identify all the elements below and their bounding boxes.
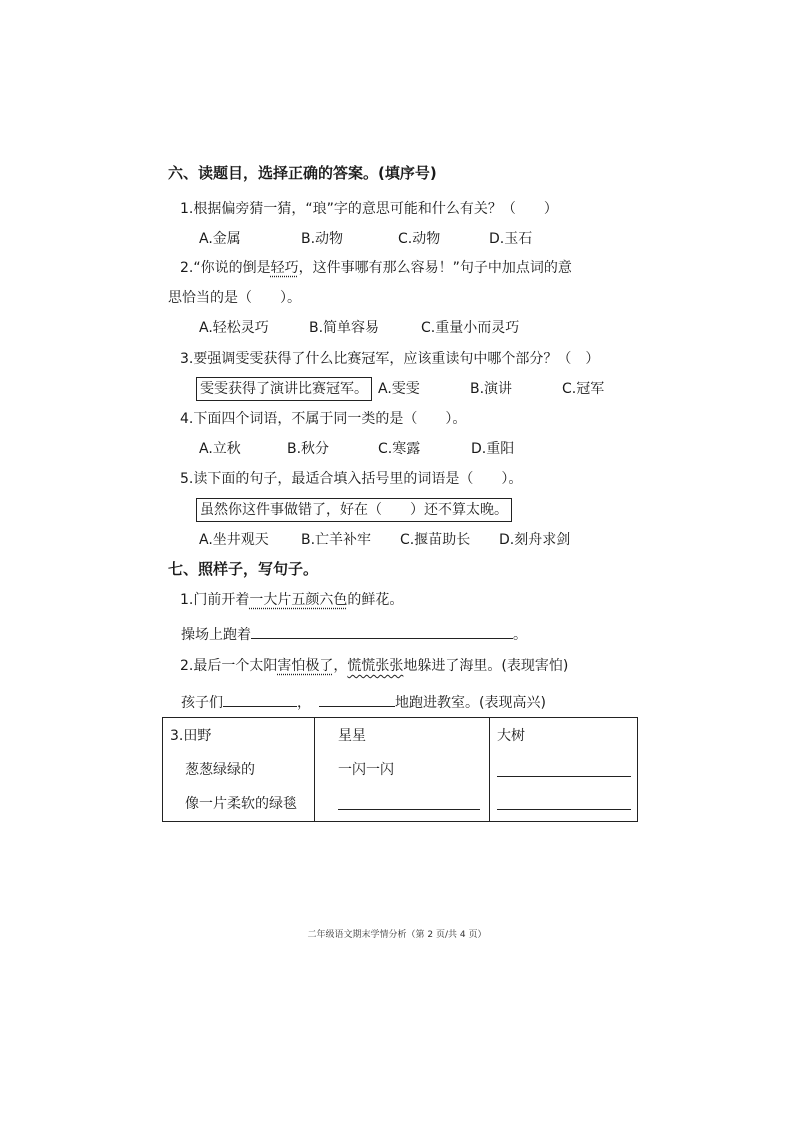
s7-q1-text-a: 1.门前开着 — [180, 592, 250, 608]
q5-option-a: A.坐井观天 — [199, 532, 269, 548]
q2-option-c: C.重量小而灵巧 — [421, 320, 520, 336]
s7-q2-text-b: 地躲进了海里。(表现害怕) — [403, 658, 569, 674]
q2-dotted-word: 轻巧 — [270, 260, 299, 276]
q4-option-c: C.寒露 — [378, 441, 421, 457]
s7-q2-prompt-b: 地跑进教室。(表现高兴) — [395, 695, 546, 711]
q5-text: 5.读下面的句子，最适合填入括号里的词语是（ ）。 — [180, 471, 523, 487]
s7-q2-comma: ， — [297, 695, 311, 711]
table-divider-1 — [314, 718, 315, 821]
q3-option-a: A.雯雯 — [378, 381, 420, 397]
q4-option-b: B.秋分 — [287, 441, 330, 457]
q5-option-b: B.亡羊补牢 — [301, 532, 372, 548]
q3-boxed-sentence: 雯雯获得了演讲比赛冠军。 — [196, 377, 372, 401]
q5-option-d: D.刻舟求剑 — [499, 532, 571, 548]
s7-q2-text — [180, 656, 568, 676]
s7-q1-prompt: 操场上跑着 — [181, 627, 251, 643]
s7-q1-end: 。 — [513, 627, 527, 643]
s7-q1-text — [180, 590, 403, 610]
table-cell-tree-heading: 大树 — [497, 728, 525, 744]
q3-option-c: C.冠军 — [562, 381, 605, 397]
q2-text-a: 2.“你说的倒是 — [180, 260, 271, 276]
q2-option-a: A.轻松灵巧 — [199, 320, 269, 336]
s7-q2-prompt-a: 孩子们 — [181, 695, 223, 711]
table-cell-field-desc2: 像一片柔软的绿毯 — [185, 796, 297, 812]
s7-q2-answer-line — [181, 692, 546, 713]
example-table — [162, 717, 638, 822]
q1-option-c: C.动物 — [398, 231, 441, 247]
q1-option-d: D.玉石 — [489, 231, 533, 247]
table-blank-star[interactable] — [338, 809, 480, 810]
s7-q2-blank1[interactable] — [223, 692, 297, 707]
q1-text: 1.根据偏旁猜一猜，“琅”字的意思可能和什么有关？（ ） — [180, 201, 558, 217]
section-6-title: 六、读题目，选择正确的答案。(填序号) — [168, 164, 437, 182]
s7-q2-text-a: 2.最后一个太阳 — [180, 658, 278, 674]
q4-text: 4.下面四个词语，不属于同一类的是（ ）。 — [180, 411, 467, 427]
q5-boxed-sentence: 虽然你这件事做错了，好在（ ）还不算太晚。 — [196, 498, 512, 522]
q4-option-a: A.立秋 — [199, 441, 241, 457]
s7-q2-blank2[interactable] — [319, 692, 395, 707]
table-blank-tree-2[interactable] — [497, 809, 631, 810]
s7-q1-answer-line — [181, 624, 527, 645]
q2-option-b: B.简单容易 — [309, 320, 380, 336]
table-cell-star-desc: 一闪一闪 — [338, 762, 394, 778]
q2-text-line1 — [180, 258, 572, 278]
table-cell-field-desc1: 葱葱绿绿的 — [185, 762, 255, 778]
q5-option-c: C.揠苗助长 — [400, 532, 471, 548]
table-cell-field-heading: 3.田野 — [170, 728, 212, 744]
section-7-title: 七、照样子，写句子。 — [168, 560, 319, 578]
s7-q1-text-b: 的鲜花。 — [347, 592, 404, 608]
table-divider-2 — [489, 718, 490, 821]
q3-text: 3.要强调雯雯获得了什么比赛冠军，应该重读句中哪个部分？（ ） — [180, 351, 600, 367]
q1-option-b: B.动物 — [301, 231, 344, 247]
q2-text-b: ，这件事哪有那么容易！”句子中加点词的意 — [298, 260, 572, 276]
s7-q2-dotted1: 害怕极了 — [277, 658, 334, 674]
table-blank-tree-1[interactable] — [497, 776, 631, 777]
q2-text-line2: 思恰当的是（ ）。 — [168, 290, 301, 306]
q3-option-b: B.演讲 — [470, 381, 513, 397]
s7-q1-blank[interactable] — [251, 624, 513, 639]
q1-option-a: A.金属 — [199, 231, 241, 247]
table-cell-star-heading: 星星 — [338, 728, 366, 744]
s7-q2-dotted2: 慌慌张张 — [347, 658, 404, 674]
page-footer: 二年级语文期末学情分析（第 2 页/共 4 页） — [307, 930, 487, 940]
q4-option-d: D.重阳 — [471, 441, 515, 457]
s7-q1-dotted-phrase: 一大片五颜六色 — [249, 592, 348, 608]
s7-q2-text-mid: ， — [333, 658, 348, 674]
